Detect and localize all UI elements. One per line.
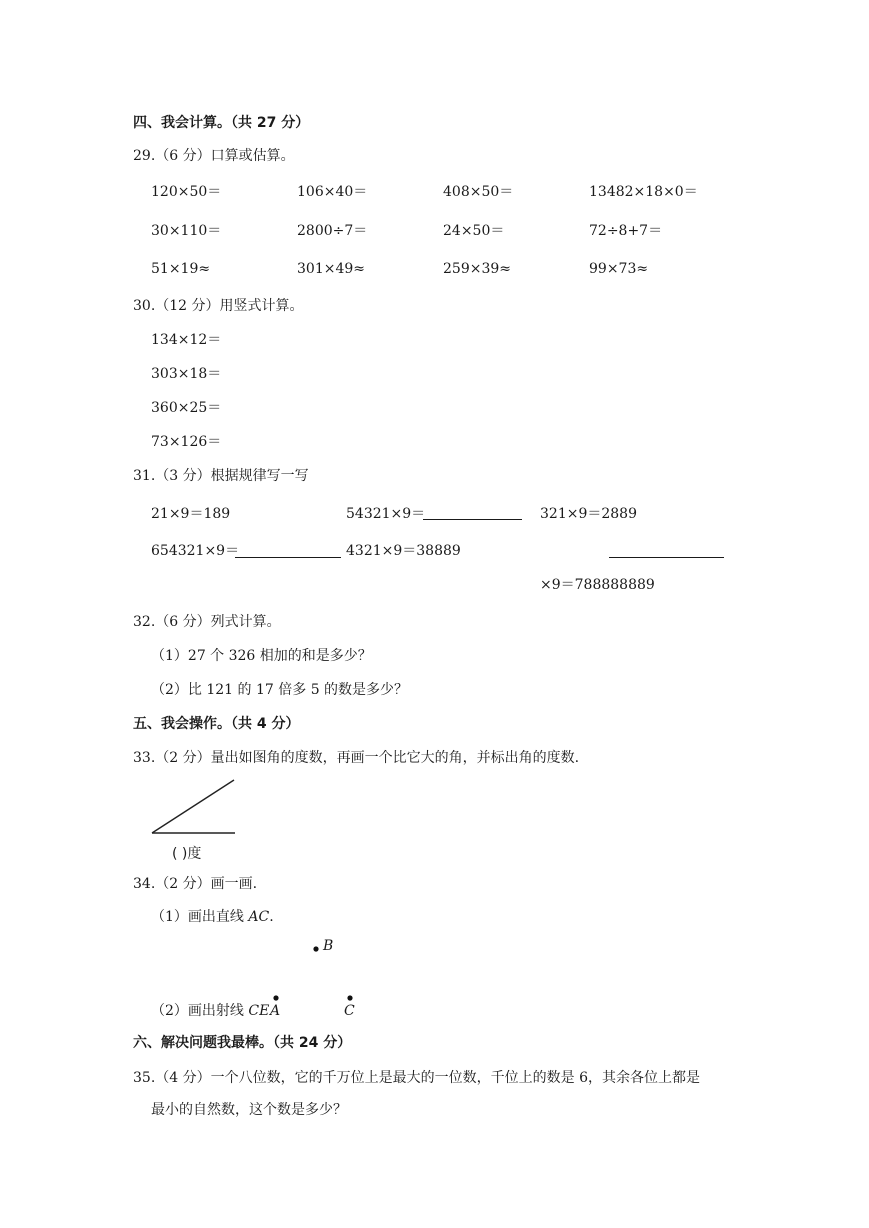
sub-question: （2）比 121 的 17 倍多 5 的数是多少？	[151, 682, 409, 698]
point-a	[273, 995, 278, 1000]
pattern-item: 54321×9＝	[346, 506, 426, 522]
line-label-ac: AC	[248, 909, 270, 925]
answer-blank[interactable]	[235, 557, 341, 558]
calc-item: 13482×18×0＝	[589, 184, 698, 200]
point-b	[313, 946, 318, 951]
sub-question-text: （1）画出直线	[151, 909, 249, 925]
calc-item: 301×49≈	[297, 261, 365, 277]
calc-item: 51×19≈	[151, 261, 211, 277]
calc-item: 2800÷7＝	[297, 223, 368, 239]
question-34-title: 34.（2 分）画一画.	[133, 876, 258, 892]
answer-blank[interactable]	[423, 519, 522, 520]
question-33-title: 33.（2 分）量出如图角的度数，再画一个比它大的角，并标出角的度数.	[133, 750, 580, 766]
pattern-item: 321×9＝2889	[540, 506, 637, 522]
section-heading-5: 五、我会操作。（共 4 分）	[133, 716, 300, 732]
sub-question-2	[151, 1002, 269, 1020]
question-30-title: 30.（12 分）用竖式计算。	[133, 298, 304, 314]
section-heading-6: 六、解决问题我最棒。（共 24 分）	[133, 1035, 352, 1051]
pattern-item: 4321×9＝38889	[346, 543, 461, 559]
vertical-calc-item: 303×18＝	[151, 366, 222, 382]
vertical-calc-item: 73×126＝	[151, 434, 222, 450]
calc-item: 24×50＝	[443, 223, 505, 239]
point-b-label: B	[323, 938, 334, 954]
point-c-label: C	[344, 1003, 355, 1019]
pattern-item: ×9＝788888889	[540, 577, 655, 593]
vertical-calc-item: 134×12＝	[151, 332, 222, 348]
question-29-title: 29.（6 分）口算或估算。	[133, 148, 295, 164]
ray-label-ce: CE	[248, 1003, 270, 1019]
point-a-label: A	[270, 1003, 281, 1019]
angle-figure	[148, 776, 240, 838]
calc-item: 99×73≈	[589, 261, 649, 277]
sub-question-1	[151, 908, 274, 926]
sub-question-text: （2）画出射线	[151, 1003, 249, 1019]
calc-item: 30×110＝	[151, 223, 222, 239]
point-c	[347, 995, 352, 1000]
calc-item: 72÷8+7＝	[589, 223, 663, 239]
sub-question: （1）27 个 326 相加的和是多少？	[151, 648, 372, 664]
calc-item: 120×50＝	[151, 184, 222, 200]
answer-blank[interactable]	[609, 557, 724, 558]
period: .	[269, 909, 274, 925]
question-35-line2: 最小的自然数，这个数是多少？	[151, 1102, 347, 1118]
question-35-line1: 35.（4 分）一个八位数，它的千万位上是最大的一位数，千位上的数是 6，其余各位上都是	[133, 1070, 700, 1086]
angle-upper-ray	[152, 780, 234, 833]
calc-item: 106×40＝	[297, 184, 368, 200]
angle-degree-caption: ( )度	[172, 846, 202, 862]
vertical-calc-item: 360×25＝	[151, 400, 222, 416]
calc-item: 408×50＝	[443, 184, 514, 200]
calc-item: 259×39≈	[443, 261, 511, 277]
question-32-title: 32.（6 分）列式计算。	[133, 614, 281, 630]
question-31-title: 31.（3 分）根据规律写一写	[133, 468, 309, 484]
pattern-item: 21×9＝189	[151, 506, 231, 522]
pattern-item: 654321×9＝	[151, 543, 240, 559]
section-heading-4: 四、我会计算。（共 27 分）	[133, 115, 310, 131]
